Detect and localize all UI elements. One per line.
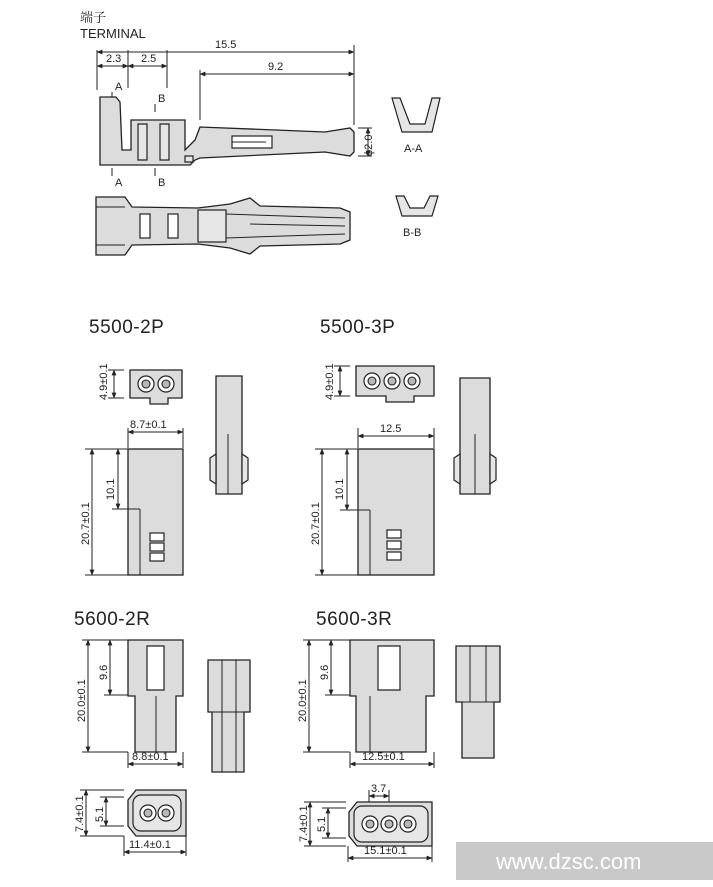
terminal-side-view — [97, 39, 375, 189]
dim-3r-total-height: 20.0±0.1 — [297, 679, 309, 722]
dim-3r-front-depth: 5.1 — [316, 816, 328, 832]
dim-overall: 15.5 — [215, 39, 237, 51]
dim-2r-front-width: 11.4±0.1 — [129, 839, 171, 851]
dim-2r-depth: 9.6 — [98, 664, 110, 680]
part-title-5500-3p: 5500-3P — [320, 317, 396, 338]
watermark-text: www.dzsc.com — [496, 849, 642, 874]
section-a-bottom: A — [115, 177, 123, 189]
part-5500-2p — [80, 317, 248, 575]
dim-2p-width: 8.7±0.1 — [130, 419, 167, 431]
terminal-bottom-view — [96, 197, 350, 255]
part-5500-3p — [310, 317, 496, 575]
section-aa-label: A-A — [404, 143, 423, 155]
section-b-top: B — [158, 93, 166, 105]
en-title: TERMINAL — [80, 26, 146, 41]
part-title-5600-2r: 5600-2R — [74, 609, 151, 630]
dim-2r-total-height: 20.0±0.1 — [76, 679, 88, 722]
section-a-top: A — [115, 81, 123, 93]
dim-2p-total-height: 20.7±0.1 — [80, 502, 92, 545]
section-bb-label: B-B — [403, 227, 422, 239]
dim-3r-front-width: 15.1±0.1 — [364, 845, 407, 857]
dim-2r-width: 8.8±0.1 — [132, 751, 169, 763]
dim-3r-front-height: 7.4±0.1 — [298, 805, 310, 842]
dim-3p-width: 12.5 — [380, 423, 402, 435]
section-bb-view — [396, 196, 438, 239]
dim-3p-depth: 10.1 — [334, 478, 346, 500]
watermark — [456, 842, 713, 880]
dim-2p-height: 4.9±0.1 — [98, 363, 110, 400]
section-aa-view — [392, 98, 440, 155]
cn-title: 端子 — [80, 10, 107, 25]
dim-2p-depth: 10.1 — [105, 478, 117, 500]
dim-3p-total-height: 20.7±0.1 — [310, 502, 322, 545]
dim-2r-front-depth: 5.1 — [94, 806, 106, 822]
dim-3p-height: 4.9±0.1 — [324, 363, 336, 400]
part-5600-2r — [74, 609, 250, 856]
dim-diameter: ϕ2.0 — [363, 134, 375, 156]
part-title-5600-3r: 5600-3R — [316, 609, 393, 630]
dim-3r-depth: 9.6 — [319, 664, 331, 680]
dim-3r-pitch: 3.7 — [371, 783, 387, 795]
dim-2r-front-height: 7.4±0.1 — [74, 795, 86, 832]
part-title-5500-2p: 5500-2P — [89, 317, 165, 338]
dim-d2: 2.5 — [141, 53, 157, 65]
dim-d1: 2.3 — [106, 53, 122, 65]
section-b-bottom: B — [158, 177, 166, 189]
dim-3r-width: 12.5±0.1 — [362, 751, 405, 763]
part-5600-3r — [297, 609, 500, 862]
dim-d3: 9.2 — [268, 61, 284, 73]
